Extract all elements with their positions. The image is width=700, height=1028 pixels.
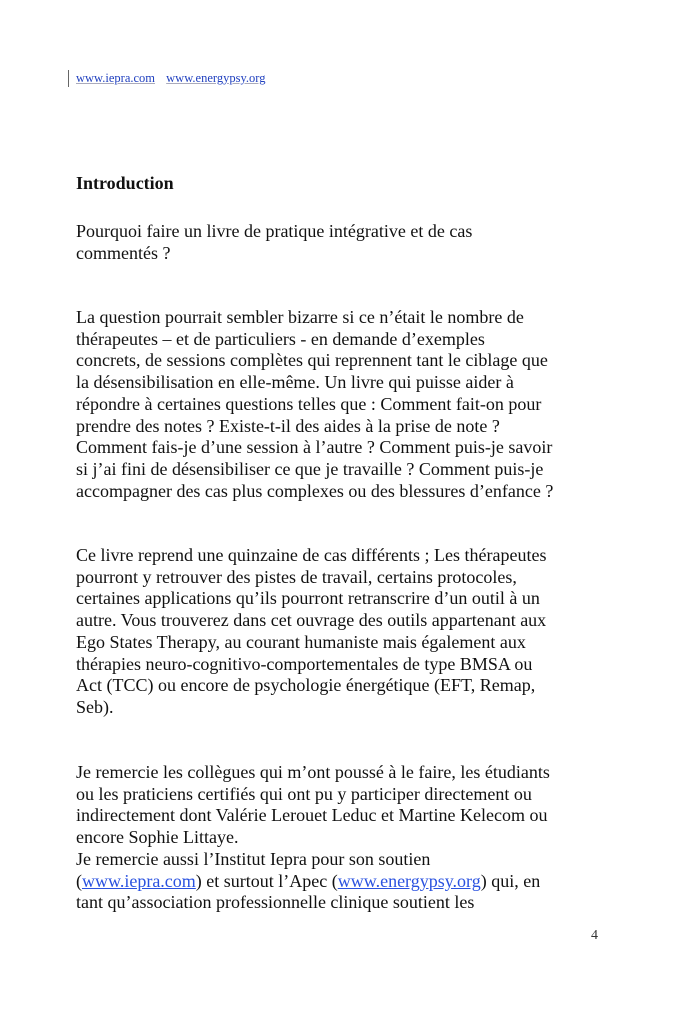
paragraph-3 <box>76 762 550 849</box>
text-line: commentés ? <box>76 242 171 263</box>
text-line: indirectement dont Valérie Lerouet Leduc et Martine Kelecom ou <box>76 805 548 826</box>
text-line: concrets, de sessions complètes qui reprennent tant le ciblage que <box>76 350 548 371</box>
text-line: si j’ai fini de désensibiliser ce que je travaille ? Comment puis-je <box>76 458 544 479</box>
page-title: Introduction <box>76 173 174 193</box>
page-header <box>68 70 273 87</box>
text-line: encore Sophie Littaye. <box>76 827 239 848</box>
text-line: prendre des notes ? Existe-t-il des aides à la prise de note ? <box>76 415 500 436</box>
text-segment: ) et surtout l’Apec ( <box>195 870 338 891</box>
text-line: Seb). <box>76 696 114 717</box>
text-line: Ego States Therapy, au courant humaniste mais également aux <box>76 631 526 652</box>
text-line: répondre à certaines questions telles que : Comment fait-on pour <box>76 393 542 414</box>
link-energypsy[interactable]: www.energypsy.org <box>337 870 481 891</box>
text-line: la désensibilisation en elle-même. Un livre qui puisse aider à <box>76 372 514 393</box>
question-paragraph <box>76 221 472 264</box>
page-number: 4 <box>591 928 598 943</box>
text-line: thérapies neuro-cognitivo-comportementales de type BMSA ou <box>76 653 533 674</box>
text-line: Ce livre reprend une quinzaine de cas différents ; Les thérapeutes <box>76 545 547 565</box>
text-line: pourront y retrouver des pistes de travail, certains protocoles, <box>76 566 517 587</box>
text-line <box>76 871 540 893</box>
text-line: La question pourrait sembler bizarre si ce n’était le nombre de <box>76 307 524 327</box>
text-line: thérapeutes – et de particuliers - en demande d’exemples <box>76 328 485 349</box>
paragraph-4 <box>76 849 540 914</box>
text-line: certaines applications qu’ils pourront retranscrire d’un outil à un <box>76 588 540 609</box>
text-line: Je remercie les collègues qui m’ont poussé à le faire, les étudiants <box>76 762 550 782</box>
header-link-energypsy[interactable]: www.energypsy.org <box>166 71 266 85</box>
header-link-iepra[interactable]: www.iepra.com <box>76 71 156 85</box>
text-segment: ( <box>76 870 82 891</box>
text-line: Pourquoi faire un livre de pratique intégrative et de cas <box>76 221 473 241</box>
text-line: Comment fais-je d’une session à l’autre ? Comment puis-je savoir <box>76 437 553 458</box>
paragraph-1 <box>76 307 553 502</box>
text-line: tant qu’association professionnelle clinique soutient les <box>76 892 475 913</box>
text-line: accompagner des cas plus complexes ou des blessures d’enfance ? <box>76 480 554 501</box>
text-line: ou les praticiens certifiés qui ont pu y participer directement ou <box>76 783 532 804</box>
text-line: autre. Vous trouverez dans cet ouvrage des outils appartenant aux <box>76 610 547 631</box>
text-segment: ) qui, en <box>480 870 541 891</box>
text-line: Act (TCC) ou encore de psychologie énergétique (EFT, Remap, <box>76 675 536 696</box>
link-iepra[interactable]: www.iepra.com <box>82 870 196 891</box>
text-line: Je remercie aussi l’Institut Iepra pour son soutien <box>76 849 431 869</box>
paragraph-2 <box>76 545 546 719</box>
title-block <box>76 173 174 195</box>
